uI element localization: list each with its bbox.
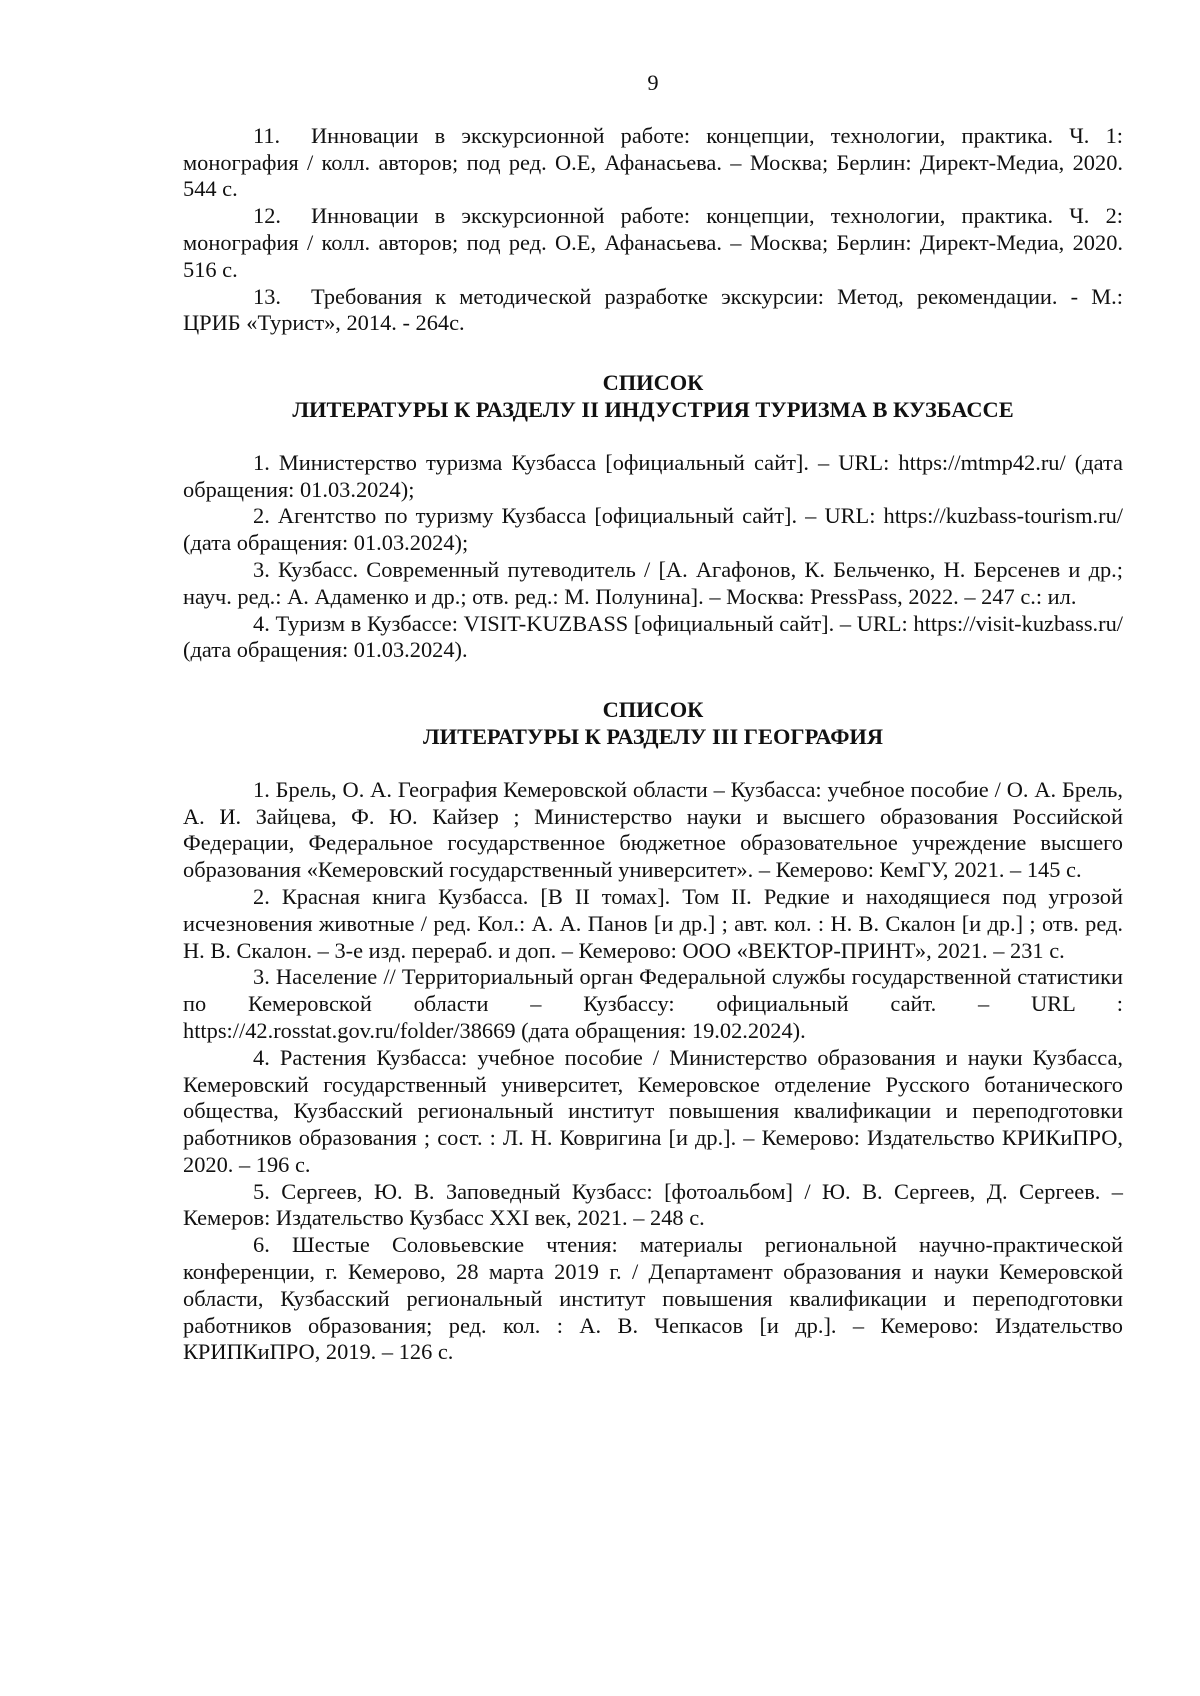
reference-text: Инновации в экскурсионной работе: концепции, технологии, практика. Ч. 1: монография / колл. авторов; под ред. О.Е, Афанасьева. – Москва; Берлин: Директ-Медиа, 2020. 544 с. (183, 122, 1123, 202)
reference-item: 2. Агентство по туризму Кузбасса [официальный сайт]. – URL: https://kuzbass-tourism.ru/ (дата обращения: 01.03.2024); (183, 503, 1123, 556)
reference-item-12 (183, 203, 1123, 283)
reference-item: 3. Кузбасс. Современный путеводитель / [А. Агафонов, К. Бельченко, Н. Берсенев и др.; науч. ред.: А. Адаменко и др.; отв. ред.: М. Полунина]. – Москва: PressPass, 2022. – 247 с.: ил. (183, 556, 1123, 609)
page-number: 9 (647, 70, 659, 95)
section-2 (183, 370, 1123, 664)
reference-text: Требования к методической разработке экскурсии: Метод, рекомендации. - М.: ЦРИБ «Турист», 2014. - 264с. (183, 283, 1123, 336)
reference-number: 11. (253, 122, 281, 148)
section-3-heading-line2: ЛИТЕРАТУРЫ К РАЗДЕЛУ III ГЕОГРАФИЯ (422, 723, 884, 749)
section-2-heading-line2: ЛИТЕРАТУРЫ К РАЗДЕЛУ II ИНДУСТРИЯ ТУРИЗМА В КУЗБАССЕ (292, 396, 1014, 422)
section-3 (183, 697, 1123, 1366)
reference-item: 1. Министерство туризма Кузбасса [официальный сайт]. – URL: https://mtmp42.ru/ (дата обращения: 01.03.2024); (183, 449, 1123, 502)
reference-item-11 (183, 123, 1123, 203)
reference-item: 1. Брель, О. А. География Кемеровской области – Кузбасса: учебное пособие / О. А. Брель, А. И. Зайцева, Ф. Ю. Кайзер ; Министерство науки и высшего образования Российской Федерации, Федеральное государственное бюджетное образовательное учреждение высшего образования «Кемеровский государственный университет». – Кемерово: КемГУ, 2021. – 145 с. (183, 776, 1123, 883)
reference-number: 13. (253, 283, 281, 309)
reference-number: 12. (253, 203, 281, 229)
reference-item: 4. Растения Кузбасса: учебное пособие / Министерство образования и науки Кузбасса, Кемеровский государственный университет, Кемеровское отделение Русского ботанического общества, Кузбасский региональный институт повышения квалификации и переподготовки работников образования ; сост. : Л. Н. Ковригина [и др.]. – Кемерово: Издательство КРИКиПРО, 2020. – 196 с. (183, 1044, 1123, 1177)
section-3-heading-line1: СПИСОК (602, 697, 704, 723)
document-page (183, 70, 1123, 1366)
reference-item-13 (183, 284, 1123, 338)
reference-item: 4. Туризм в Кузбассе: VISIT-KUZBASS [официальный сайт]. – URL: https://visit-kuzbass.ru/ (дата обращения: 01.03.2024). (183, 610, 1123, 663)
section-2-heading-line1: СПИСОК (602, 370, 704, 396)
reference-text: Инновации в экскурсионной работе: концепции, технологии, практика. Ч. 2: монография / колл. авторов; под ред. О.Е, Афанасьева. – Москва; Берлин: Директ-Медиа, 2020. 516 с. (183, 203, 1123, 282)
reference-item: 5. Сергеев, Ю. В. Заповедный Кузбасс: [фотоальбом] / Ю. В. Сергеев, Д. Сергеев. – Кемеров: Издательство Кузбасс XXI век, 2021. – 248 с. (183, 1178, 1123, 1231)
reference-item: 6. Шестые Соловьевские чтения: материалы региональной научно-практической конференции, г. Кемерово, 28 марта 2019 г. / Департамент образования и науки Кемеровской области, Кузбасский региональный институт повышения квалификации и переподготовки работников образования; ред. кол. : А. В. Чепкасов [и др.]. – Кемерово: Издательство КРИПКиПРО, 2019. – 126 с. (183, 1232, 1123, 1365)
reference-item: 3. Население // Территориальный орган Федеральной службы государственной статистики по Кемеровской области – Кузбассу: официальный сайт. – URL : https://42.rosstat.gov.ru/folder/38669 (дата обращения: 19.02.2024). (183, 964, 1123, 1043)
reference-item: 2. Красная книга Кузбасса. [В II томах]. Том II. Редкие и находящиеся под угрозой исчезновения животные / ред. Кол.: А. А. Панов [и др.] ; авт. кол. : Н. В. Скалон [и др.] ; отв. ред. Н. В. Скалон. – 3-е изд. перераб. и доп. – Кемерово: ООО «ВЕКТОР-ПРИНТ», 2021. – 231 с. (183, 883, 1123, 963)
continued-reference-list (183, 123, 1123, 337)
